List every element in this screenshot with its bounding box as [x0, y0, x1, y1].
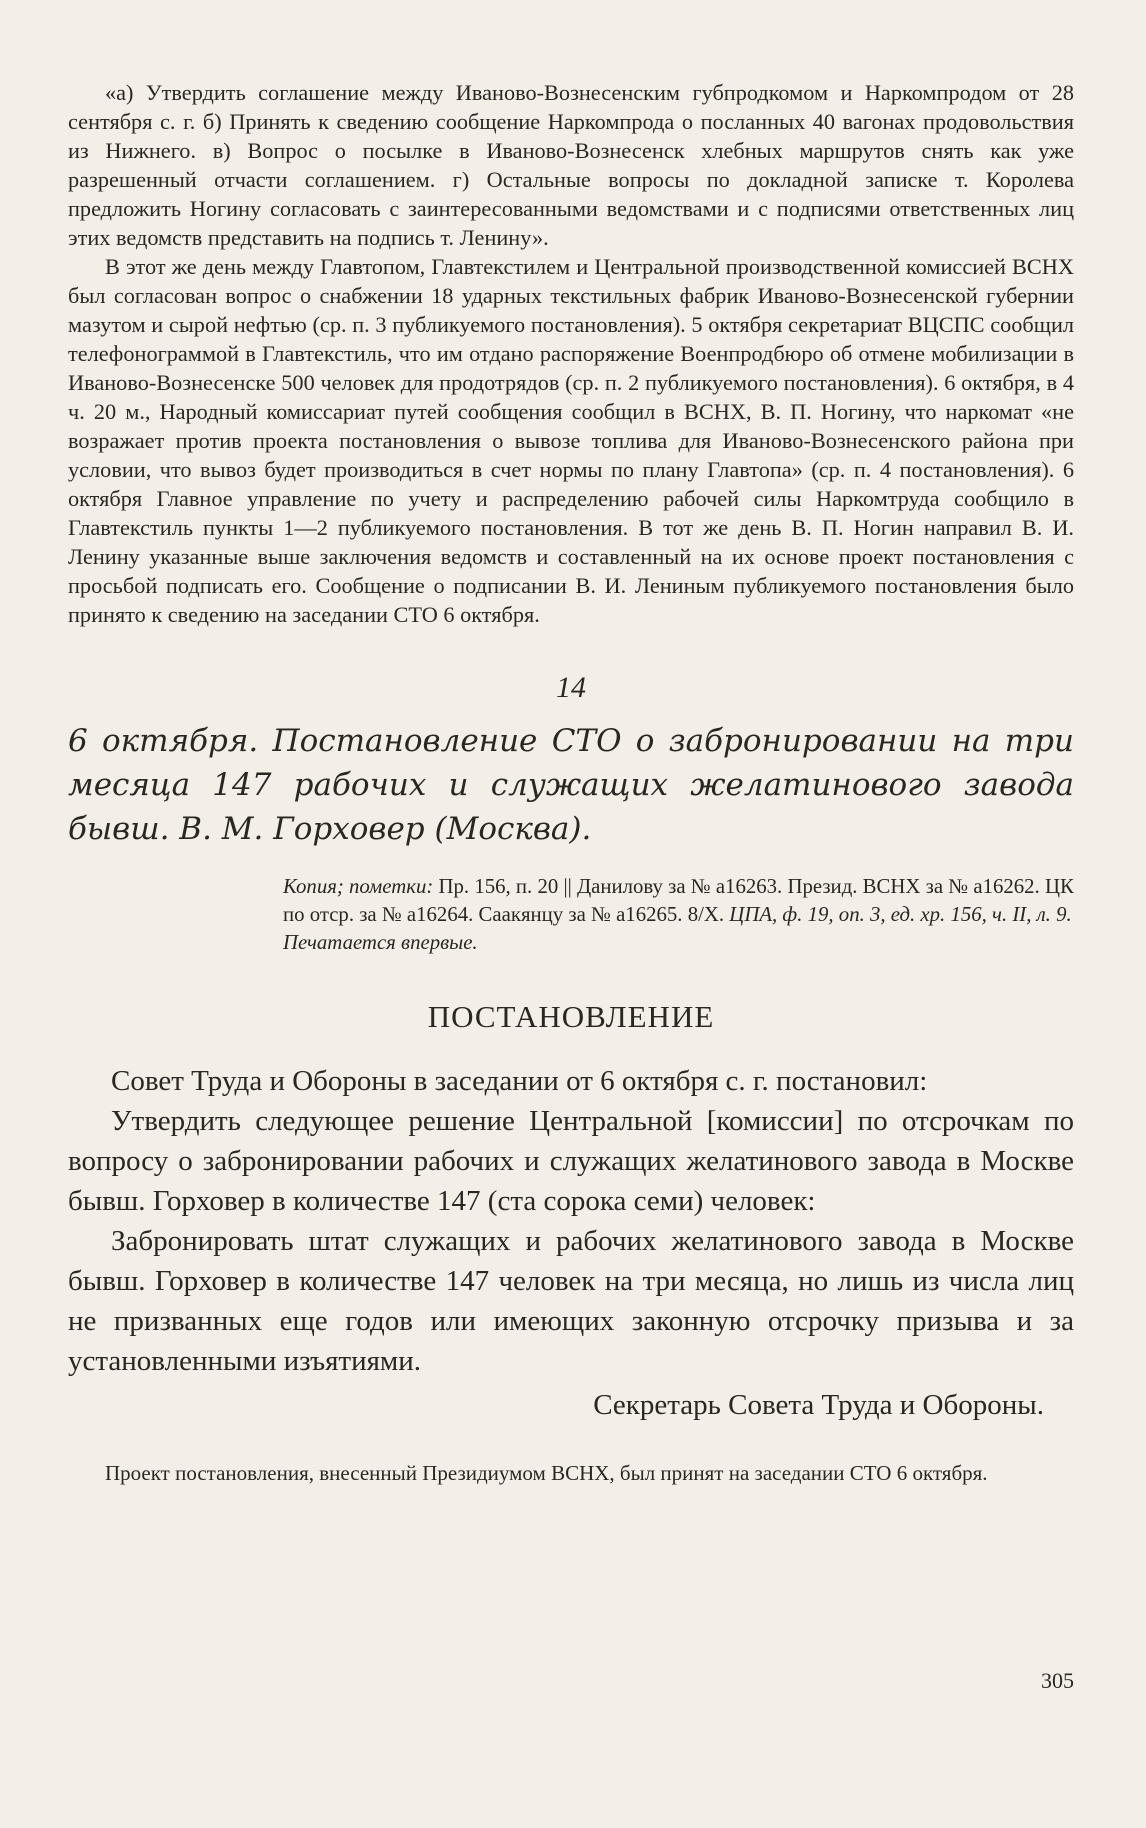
body-paragraph-3: Забронировать штат служащих и рабочих желатинового завода в Москве бывш. Горховер в количестве 147 человек на три месяца, но лишь из числа лиц не призванных еще годов или имеющих законную отсрочку призыва и за установленными изъятиями.: [68, 1225, 1074, 1377]
resolution-body: [68, 1061, 1074, 1381]
document-title: 6 октября. Постановление СТО о забронировании на три месяца 147 рабочих и служащих желатинового завода бывш. В. М. Горховер (Москва).: [68, 723, 1074, 847]
intro-commentary: [68, 78, 1074, 629]
body-paragraph-1: Совет Труда и Обороны в заседании от 6 октября с. г. постановил:: [111, 1065, 928, 1097]
document-number: 14: [556, 671, 586, 704]
source-note: [283, 873, 1074, 957]
intro-paragraph-1: «а) Утвердить соглашение между Иваново-Вознесенским губпродкомом и Наркомпродом от 28 сентября с. г. б) Принять к сведению сообщение Наркомпрода о посланных 40 вагонах продовольствия из Нижнего. в) Вопрос о посылке в Иваново-Вознесенск хлебных маршрутов снять как уже разрешенный отчасти соглашением. г) Остальные вопросы по докладной записке т. Королева предложить Ногину согласовать с заинтересованными ведомствами и с подписями ответственных лиц этих ведомств представить на подпись т. Ленину».: [68, 80, 1074, 250]
signature: Секретарь Совета Труда и Обороны.: [593, 1389, 1044, 1421]
resolution-heading: ПОСТАНОВЛЕНИЕ: [427, 999, 715, 1034]
first-print-note: Печатается впервые.: [283, 931, 478, 954]
editorial-note-text: Проект постановления, внесенный Президиумом ВСНХ, был принят на заседании СТО 6 октября.: [105, 1461, 988, 1485]
source-text: Пр. 156, п. 20 || Данилову за № а16263. Презид. ВСНХ за № а16262. ЦК по отср. за № а16264. Саакянцу за № а16265. 8/X.: [283, 875, 1074, 926]
archive-reference: ЦПА, ф. 19, оп. 3, ед. хр. 156, ч. II, л. 9.: [729, 903, 1072, 926]
body-paragraph-2: Утвердить следующее решение Центральной [комиссии] по отсрочкам по вопросу о забронировании рабочих и служащих желатинового завода в Москве бывш. Горховер в количестве 147 (ста сорока семи) человек:: [68, 1105, 1074, 1217]
page-number: 305: [1041, 1668, 1074, 1693]
source-label: Копия; пометки:: [283, 875, 434, 898]
intro-paragraph-2: В этот же день между Главтопом, Главтекстилем и Центральной производственной комиссией ВСНХ был согласован вопрос о снабжении 18 ударных текстильных фабрик Иваново-Вознесенской губернии мазутом и сырой нефтью (ср. п. 3 публикуемого постановления). 5 октября секретариат ВЦСПС сообщил телефонограммой в Главтекстиль, что им отдано распоряжение Военпродбюро об отмене мобилизации в Иваново-Вознесенске 500 человек для продотрядов (ср. п. 2 публикуемого постановления). 6 октября, в 4 ч. 20 м., Народный комиссариат путей сообщения сообщил в ВСНХ, В. П. Ногину, что наркомат «не возражает против проекта постановления о вывозе топлива для Иваново-Вознесенского района при условии, что вывоз будет производиться в счет нормы по плану Главтопа» (ср. п. 4 постановления). 6 октября Главное управление по учету и распределению рабочей силы Наркомтруда сообщило в Главтекстиль пункты 1—2 публикуемого постановления. В тот же день В. П. Ногин направил В. И. Ленину указанные выше заключения ведомств и составленный на их основе проект постановления с просьбой подписать его. Сообщение о подписании В. И. Лениным публикуемого постановления было принято к сведению на заседании СТО 6 октября.: [68, 254, 1074, 627]
editorial-note: [68, 1459, 1074, 1488]
